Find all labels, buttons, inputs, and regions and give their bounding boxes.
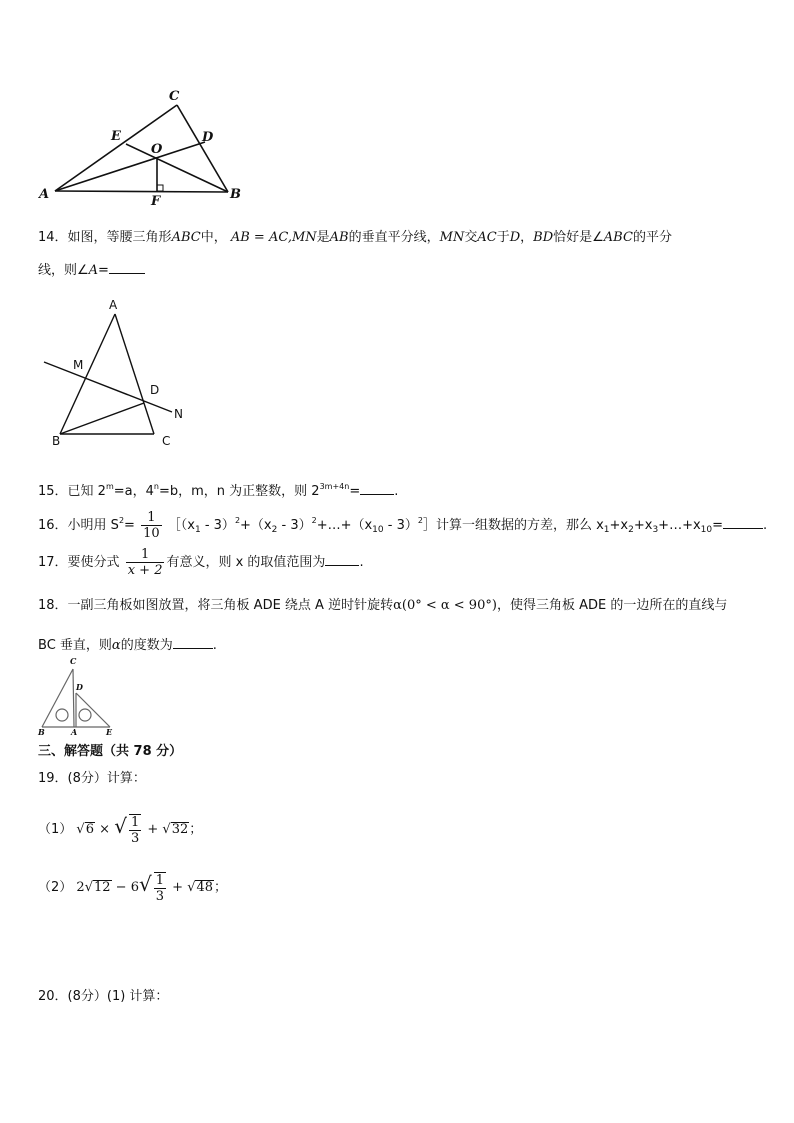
label-F: F xyxy=(151,194,161,209)
section-3-title: 三、解答题（共 78 分） xyxy=(38,744,183,759)
figure-q14 xyxy=(38,295,198,455)
question-19-part-2: （2） 2√12 − 6√ $\frac{1}{3}$ + √48； xyxy=(38,872,228,904)
label-C: C xyxy=(162,434,171,448)
label-A: A xyxy=(71,727,78,737)
fraction-1-over-x-plus-2: $\frac{1}{x + 2}$ xyxy=(127,547,163,578)
question-19-head: 19．(8分）计算： xyxy=(38,771,146,786)
label-B: B xyxy=(230,187,241,202)
answer-blank-18[interactable] xyxy=(173,634,213,649)
label-C: C xyxy=(70,656,77,666)
question-16: 16．小明用 $S^2=$ $\frac{1}{10}$ $[(x_1 - 3)^2+(x_2$ - $3)^2+\dots+(x_{10}$ - 3）$^2$］计算一组数据的方差，那么 $x_1+x_2+x_3+\dots+x_{10}=$ . xyxy=(38,510,768,541)
label-D: D xyxy=(76,682,83,692)
answer-blank-16[interactable] xyxy=(723,514,763,529)
fraction-1-3: $\frac{1}{3}$ xyxy=(155,872,165,904)
figure-q14-svg xyxy=(38,295,198,455)
question-18-line-1: 18．一副三角板如图放置，将三角板 ADE 绕点 A 逆时针旋转α(0° < α < 90°)，使得三角板 ADE 的一边所在的直线与 xyxy=(38,598,728,613)
question-19-part-1: （1） √6 × √ $\frac{1}{3}$ + √32； xyxy=(38,814,203,846)
label-A: A xyxy=(109,298,118,312)
figure-q13-svg xyxy=(30,84,260,209)
question-18-line-2: BC 垂直，则α的度数为 . xyxy=(38,634,217,655)
figure-q13 xyxy=(30,84,260,209)
label-A: A xyxy=(39,187,50,202)
label-M: M xyxy=(73,358,84,372)
answer-blank-17[interactable] xyxy=(325,551,359,566)
label-E: E xyxy=(111,129,121,144)
question-14-line-1: 14．如图，等腰三角形ABC中， AB = AC,MN是AB的垂直平分线，MN交AC于D，BD恰好是∠ABC的平分 xyxy=(38,230,672,245)
label-O: O xyxy=(151,142,163,157)
label-B: B xyxy=(38,727,45,737)
label-N: N xyxy=(174,407,183,421)
label-D: D xyxy=(150,383,160,397)
label-E: E xyxy=(106,727,113,737)
answer-blank-14[interactable] xyxy=(109,259,145,274)
answer-blank-15[interactable] xyxy=(360,480,394,495)
question-20-head: 20．(8分）(1) 计算： xyxy=(38,989,169,1004)
figure-q18 xyxy=(36,656,116,738)
question-15: 15．已知 $2^m=a$，$4^n=b$，m，n 为正整数，则 $2^{3m+4n}=$ . xyxy=(38,482,399,499)
label-C: C xyxy=(169,89,180,104)
question-17: 17．要使分式 $\frac{1}{x + 2}$ 有意义，则 x 的取值范围为 . xyxy=(38,547,364,578)
label-D: D xyxy=(202,130,214,145)
fraction-1-10: $\frac{1}{10}$ xyxy=(143,510,160,541)
fraction-1-3: $\frac{1}{3}$ xyxy=(130,814,140,846)
label-B: B xyxy=(52,434,61,448)
question-14-line-2: 线，则∠A= xyxy=(38,259,145,280)
